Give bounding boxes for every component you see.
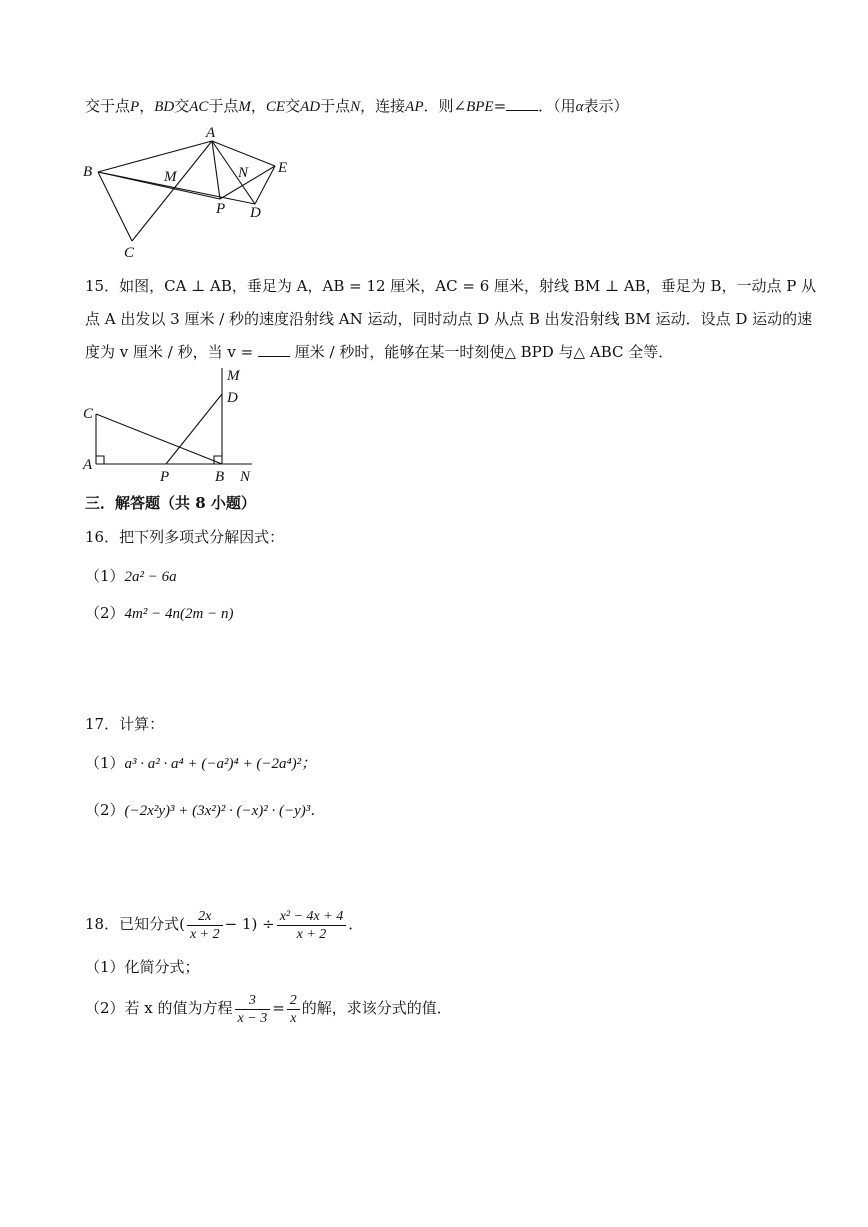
fig2-label: B: [215, 469, 225, 485]
q14-text: 交于点: [85, 97, 131, 115]
fig2-label: C: [83, 406, 94, 422]
q14-var: P: [130, 99, 140, 115]
numerator: 3: [235, 992, 271, 1010]
equals-sign: =: [272, 999, 285, 1017]
fig1-label: E: [278, 160, 288, 176]
fraction: [287, 992, 300, 1027]
numerator: 2x: [187, 908, 223, 926]
q18-part-2: [85, 988, 452, 1028]
q18-part-1: （1）化简分式；: [85, 958, 200, 976]
q14-var: AD: [300, 99, 321, 115]
q15-line-2: 点 A 出发以 3 厘米 / 秒的速度沿射线 AN 运动，同时动点 D 从点 B 出发沿射线 BM 运动．设点 D 运动的速: [85, 310, 813, 328]
paren-open: (: [179, 915, 185, 933]
q18-text: （2）若 x 的值为方程: [85, 999, 233, 1017]
q16-part-1: [85, 566, 177, 587]
q14-var: α: [575, 99, 584, 115]
fig2-label: N: [240, 469, 251, 485]
q14-text: ．（用: [538, 97, 576, 115]
numerator: 2: [287, 992, 300, 1010]
q15-text: 厘米 / 秒时，能够在某一时刻使△ BPD 与△ ABC 全等．: [294, 343, 674, 361]
figure-2-geometry: [80, 364, 265, 486]
q14-text: ，: [139, 97, 155, 115]
q14-text: ，: [250, 97, 266, 115]
q14-text: 交: [174, 97, 190, 115]
math-expression: a³ · a² · a⁴ + (−a²)⁴ + (−2a⁴)²；: [124, 756, 317, 772]
fig2-label: M: [227, 368, 240, 384]
denominator: x + 2: [189, 926, 220, 942]
q14-text: ，连接: [360, 97, 406, 115]
math-expression: 2a² − 6a: [124, 569, 177, 585]
q14-var: AP: [405, 99, 424, 115]
q14-text: 表示）: [583, 97, 629, 115]
q14-text: ．则∠: [423, 97, 467, 115]
q14-var: BD: [154, 99, 175, 115]
q18-text: ．: [348, 915, 364, 933]
q14-var: BPE: [466, 99, 494, 115]
fig1-label: A: [206, 125, 216, 141]
fig2-label: P: [160, 469, 170, 485]
fig2-label: A: [83, 457, 93, 473]
q18-text: 的解，求该分式的值．: [301, 999, 452, 1017]
q15-line-3: [85, 342, 673, 362]
part-label: （2）: [85, 801, 125, 819]
fraction: [235, 992, 271, 1027]
q15-text: 度为 v 厘米 / 秒，当 v =: [85, 343, 254, 361]
math-expression: (−2x²y)³ + (3x²)² · (−x)² · (−y)³．: [124, 803, 326, 819]
figure-1-geometry: [80, 124, 295, 264]
fig1-label: N: [238, 165, 249, 181]
fig2-label: D: [227, 390, 238, 406]
section-3-title: 三．解答题（共 8 小题）: [85, 494, 256, 512]
q14-text: 于点: [320, 97, 351, 115]
q16-stem: 16．把下列多项式分解因式：: [85, 528, 285, 546]
fig1-label: P: [216, 201, 226, 217]
denominator: x: [290, 1010, 297, 1026]
q14-var: N: [350, 99, 361, 115]
fraction: [187, 908, 223, 943]
q14-text: =: [493, 97, 507, 115]
q15-line-1: 15．如图，CA ⊥ AB，垂足为 A，AB = 12 厘米，AC = 6 厘米，射线 BM ⊥ AB，垂足为 B，一动点 P 从: [85, 277, 817, 295]
denominator: x + 2: [296, 926, 327, 942]
numerator: x² − 4x + 4: [277, 908, 347, 926]
part-label: （2）: [85, 604, 125, 622]
q17-part-1: [85, 753, 316, 774]
q16-part-2: [85, 603, 233, 624]
fig1-label: M: [164, 169, 177, 185]
q17-stem: 17．计算：: [85, 715, 165, 733]
part-label: （1）: [85, 567, 125, 585]
fig1-label: C: [124, 245, 135, 261]
q14-text: 于点: [208, 97, 239, 115]
fig1-label: B: [83, 164, 93, 180]
fraction: [277, 908, 347, 943]
q14-var: M: [238, 99, 251, 115]
answer-blank[interactable]: [258, 342, 290, 357]
q18-text: − 1) ÷: [224, 915, 275, 933]
answer-blank[interactable]: [506, 96, 538, 111]
q14-tail-line: [85, 96, 629, 117]
q14-text: 交: [285, 97, 301, 115]
fig1-label: D: [250, 205, 261, 221]
q14-var: AC: [189, 99, 209, 115]
math-expression: 4m² − 4n(2m − n): [124, 606, 234, 622]
q17-part-2: [85, 800, 325, 821]
q14-var: CE: [265, 99, 286, 115]
q18-stem: [85, 904, 363, 944]
q18-text: 18．已知分式: [85, 915, 180, 933]
denominator: x − 3: [237, 1010, 268, 1026]
part-label: （1）: [85, 754, 125, 772]
